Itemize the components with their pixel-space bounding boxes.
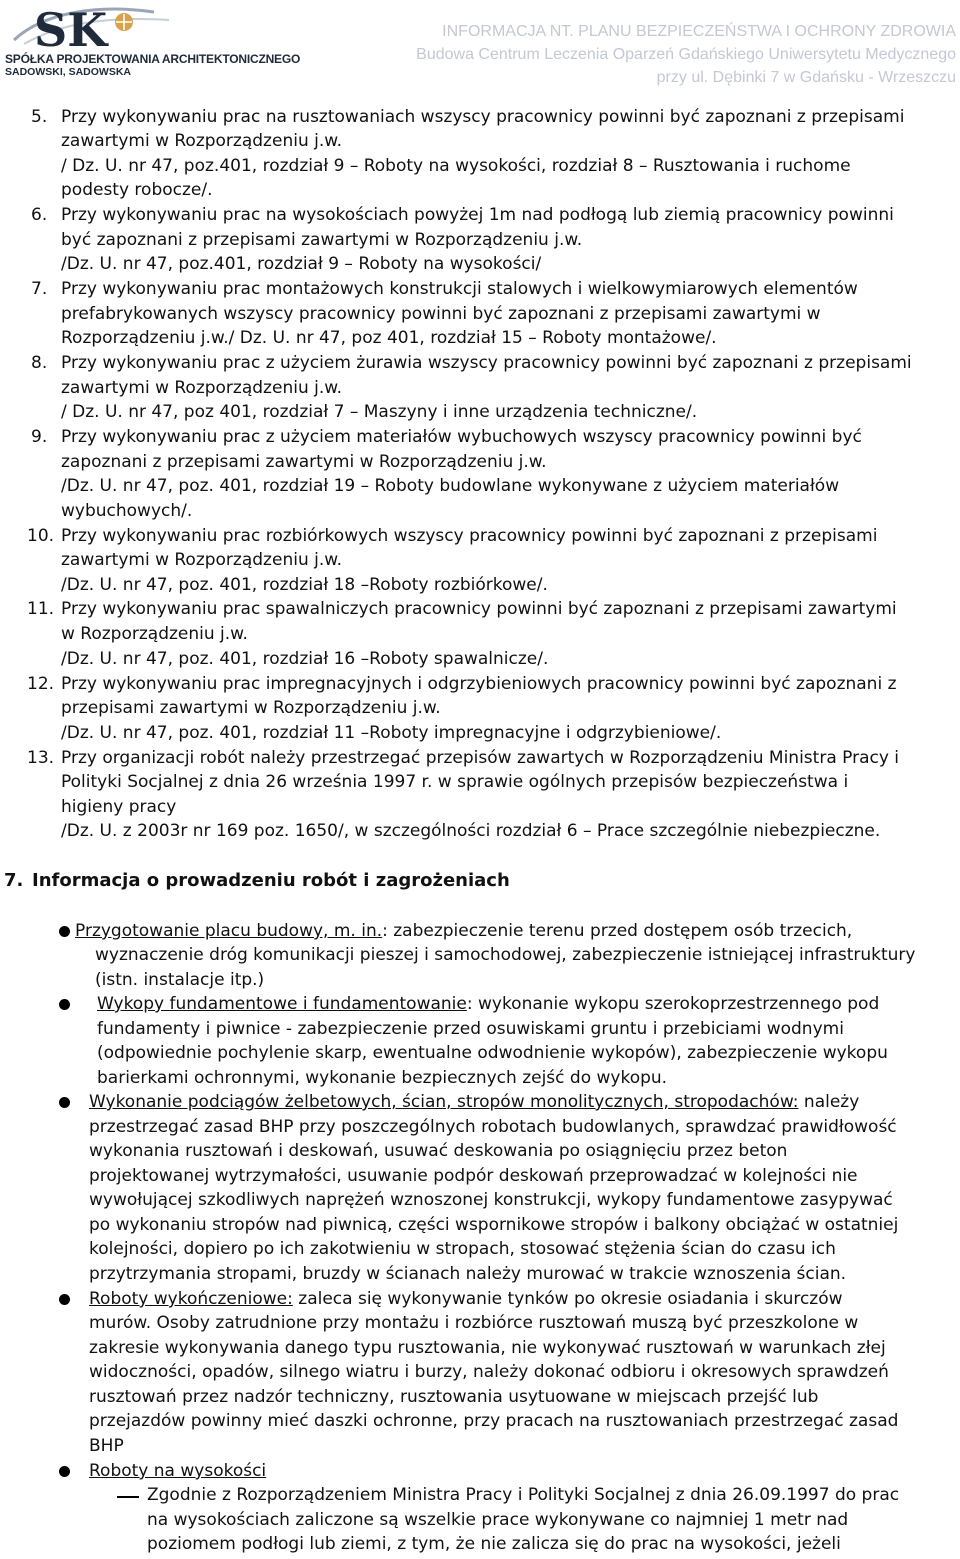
bullet-line: kolejności, dopiero po ich zakotwieniu w stropach, stosować stężenia ścian do czasu ich xyxy=(89,1239,836,1259)
item-line: higieny pracy xyxy=(61,797,177,817)
bullet-line: po wykonaniu stropów nad piwnicą, części wspornikowe stropów i balkony obciążać w ostatniej xyxy=(89,1215,899,1235)
item-line: /Dz. U. z 2003r nr 169 poz. 1650/, w szczególności rozdział 6 – Prace szczególnie niebezpieczne. xyxy=(61,821,881,841)
bullet-line: BHP xyxy=(89,1436,124,1456)
section-heading xyxy=(4,870,510,891)
item-line: Przy wykonywaniu prac spawalniczych pracownicy powinni być zapoznani z przepisami zawartymi xyxy=(61,599,897,619)
bullet-title: Wykonanie podciągów żelbetowych, ścian, stropów monolitycznych, stropodachów: xyxy=(89,1092,799,1112)
bullet-line: wykonania rusztowań i deskowań, usuwać deskowania po osiągnięciu przez beton xyxy=(89,1141,788,1161)
item-line: przepisami zawartymi w Rozporządzeniu j.w. xyxy=(61,698,441,718)
item-line: w Rozporządzeniu j.w. xyxy=(61,624,248,644)
bullet-title: Przygotowanie placu budowy, m. in. xyxy=(75,921,383,941)
sub-item-line: na wysokościach zaliczone są wszelkie prace wykonywane co najmniej 1 metr nad xyxy=(147,1510,849,1530)
item-line: zapoznani z przepisami zawartymi w Rozporządzeniu j.w. xyxy=(61,452,547,472)
dash-marker xyxy=(117,1496,139,1498)
bullet-line: wywołującej szkodliwych naprężeń wznoszonej konstrukcji, wykopy fundamentowe zasypywać xyxy=(89,1190,893,1210)
item-line: / Dz. U. nr 47, poz 401, rozdział 7 – Maszyny i inne urządzenia techniczne/. xyxy=(61,402,698,422)
item-number: 11. xyxy=(27,599,55,619)
bullet-title: Roboty na wysokości xyxy=(89,1461,267,1481)
page-header xyxy=(0,0,960,96)
bullet-line: rusztowań przez nadzór techniczny, rusztowania usytuowane w miejscach przejść lub xyxy=(89,1387,819,1407)
bullet-text: : zabezpieczenie terenu przed dostępem osób trzecich, xyxy=(382,921,853,941)
item-number: 8. xyxy=(31,353,48,373)
bullet-first-line xyxy=(89,1460,266,1483)
header-line-3: przy ul. Dębinki 7 w Gdańsku - Wrzeszczu xyxy=(656,69,956,86)
item-line: być zapoznani z przepisami zawartymi w Rozporządzeniu j.w. xyxy=(61,230,583,250)
bullet-dot xyxy=(59,1294,70,1305)
bullet-title: Wykopy fundamentowe i fundamentowanie xyxy=(97,994,467,1014)
bullet-line: widoczności, opadów, silnego wiatru i burzy, należy dokonać odbioru i okresowych sprawdzeń xyxy=(89,1362,889,1382)
item-line: /Dz. U. nr 47, poz. 401, rozdział 19 – Roboty budowlane wykonywane z użyciem materiałów xyxy=(61,476,840,496)
bullet-title: Roboty wykończeniowe: xyxy=(89,1289,293,1309)
bullet-line: (odpowiednie pochylenie skarp, ewentualne odwodnienie wykopów), zabezpieczenie wykopu xyxy=(97,1043,888,1063)
item-line: Przy wykonywaniu prac z użyciem żurawia wszyscy pracownicy powinni być zapoznani z przepisami xyxy=(61,353,912,373)
logo-sk-text: SK xyxy=(34,3,108,54)
item-line: Przy wykonywaniu prac rozbiórkowych wszyscy pracownicy powinni być zapoznani z przepisami xyxy=(61,526,878,546)
item-line: Przy organizacji robót należy przestrzegać przepisów zawartych w Rozporządzeniu Ministra Pracy i xyxy=(61,748,900,768)
section-number: 7. xyxy=(4,870,24,891)
item-number: 7. xyxy=(31,279,48,299)
bullet-line: fundamenty i piwnice - zabezpieczenie przed osuwiskami gruntu i przebiciami wodnymi xyxy=(97,1019,844,1039)
item-number: 9. xyxy=(31,427,48,447)
bullet-line: przejazdów powinny mieć daszki ochronne, przy pracach na rusztowaniach przestrzegać zasad xyxy=(89,1411,899,1431)
bullet-first-line xyxy=(97,993,879,1016)
section-title: Informacja o prowadzeniu robót i zagrożeniach xyxy=(32,870,510,891)
item-line: Przy wykonywaniu prac impregnacyjnych i odgrzybieniowych pracownicy powinni być zapoznani z xyxy=(61,674,897,694)
item-line: Przy wykonywaniu prac montażowych konstrukcji stalowych i wielkowymiarowych elementów xyxy=(61,279,858,299)
item-line: zawartymi w Rozporządzeniu j.w. xyxy=(61,378,342,398)
bullet-first-line xyxy=(75,920,852,943)
logo-line-1: SPÓŁKA PROJEKTOWANIA ARCHITEKTONICZNEGO xyxy=(5,52,301,66)
sub-item-line: Zgodnie z Rozporządzeniem Ministra Pracy i Polityki Socjalnej z dnia 26.09.1997 do prac xyxy=(147,1485,900,1505)
company-logo xyxy=(4,2,184,54)
item-number: 12. xyxy=(27,674,55,694)
item-line: /Dz. U. nr 47, poz.401, rozdział 9 – Roboty na wysokości/ xyxy=(61,254,542,274)
bullet-line: murów. Osoby zatrudnione przy montażu i rozbiórce rusztowań muszą być przeszkolone w xyxy=(89,1313,859,1333)
bullet-dot xyxy=(59,1466,70,1477)
bullet-text: należy xyxy=(798,1092,860,1112)
header-line-1: INFORMACJA NT. PLANU BEZPIECZEŃSTWA I OCHRONY ZDROWIA xyxy=(442,23,956,40)
bullet-line: przestrzegać zasad BHP przy poszczególnych robotach budowlanych, sprawdzać prawidłowość xyxy=(89,1117,897,1137)
item-line: Rozporządzeniu j.w./ Dz. U. nr 47, poz 401, rozdział 15 – Roboty montażowe/. xyxy=(61,328,717,348)
item-line: / Dz. U. nr 47, poz.401, rozdział 9 – Roboty na wysokości, rozdział 8 – Rusztowania i ruchome xyxy=(61,156,851,176)
item-line: /Dz. U. nr 47, poz. 401, rozdział 18 –Roboty rozbiórkowe/. xyxy=(61,575,548,595)
item-number: 10. xyxy=(27,526,55,546)
sub-item-line: poziomem podłogi lub ziemi, z tym, że nie zalicza się do prac na wysokości, jeżeli xyxy=(147,1534,841,1554)
bullet-line: (istn. instalacje itp.) xyxy=(95,970,265,990)
item-line: Polityki Socjalnej z dnia 26 września 1997 r. w sprawie ogólnych przepisów bezpieczeństwa i xyxy=(61,772,849,792)
bullet-text: : wykonanie wykopu szerokoprzestrzennego pod xyxy=(466,994,880,1014)
bullet-line: barierkami ochronnymi, wykonanie bezpiecznych zejść do wykopu. xyxy=(97,1068,668,1088)
item-number: 5. xyxy=(31,107,48,127)
item-line: Przy wykonywaniu prac na rusztowaniach wszyscy pracownicy powinni być zapoznani z przepisami xyxy=(61,107,905,127)
bullet-dot xyxy=(59,999,70,1010)
header-info xyxy=(416,20,956,89)
bullet-line: przytrzymania stropami, bruzdy w ścianach należy murować w trakcie wznoszenia ścian. xyxy=(89,1264,847,1284)
item-line: Przy wykonywaniu prac z użyciem materiałów wybuchowych wszyscy pracownicy powinni być xyxy=(61,427,862,447)
item-line: zawartymi w Rozporządzeniu j.w. xyxy=(61,550,342,570)
bullet-text: zaleca się wykonywanie tynków po okresie osiadania i skurczów xyxy=(292,1289,843,1309)
bullet-line: wyznaczenie dróg komunikacji pieszej i samochodowej, zabezpieczenie istniejącej infrastruktury xyxy=(95,945,916,965)
logo-line-2: SADOWSKI, SADOWSKA xyxy=(5,66,131,78)
bullet-dot xyxy=(59,926,70,937)
item-number: 13. xyxy=(27,748,55,768)
bullet-line: projektowanej wytrzymałości, usuwanie podpór deskowań przeprowadzać w kolejności nie xyxy=(89,1166,858,1186)
item-line: prefabrykowanych wszyscy pracownicy powinni być zapoznani z przepisami zawartymi w xyxy=(61,304,821,324)
bullet-dot xyxy=(59,1097,70,1108)
item-number: 6. xyxy=(31,205,48,225)
item-line: podesty robocze/. xyxy=(61,180,213,200)
bullet-first-line xyxy=(89,1288,843,1311)
item-line: /Dz. U. nr 47, poz. 401, rozdział 16 –Roboty spawalnicze/. xyxy=(61,649,549,669)
item-line: /Dz. U. nr 47, poz. 401, rozdział 11 –Roboty impregnacyjne i odgrzybieniowe/. xyxy=(61,723,722,743)
item-line: Przy wykonywaniu prac na wysokościach powyżej 1m nad podłogą lub ziemią pracownicy powinni xyxy=(61,205,894,225)
header-line-2: Budowa Centrum Leczenia Oparzeń Gdańskiego Uniwersytetu Medycznego xyxy=(416,46,956,63)
item-line: zawartymi w Rozporządzeniu j.w. xyxy=(61,131,342,151)
bullet-first-line xyxy=(89,1091,859,1114)
bullet-line: zakresie wykonywania danego typu rusztowania, nie wykonywać rusztowań w warunkach złej xyxy=(89,1338,886,1358)
item-line: wybuchowych/. xyxy=(61,501,193,521)
